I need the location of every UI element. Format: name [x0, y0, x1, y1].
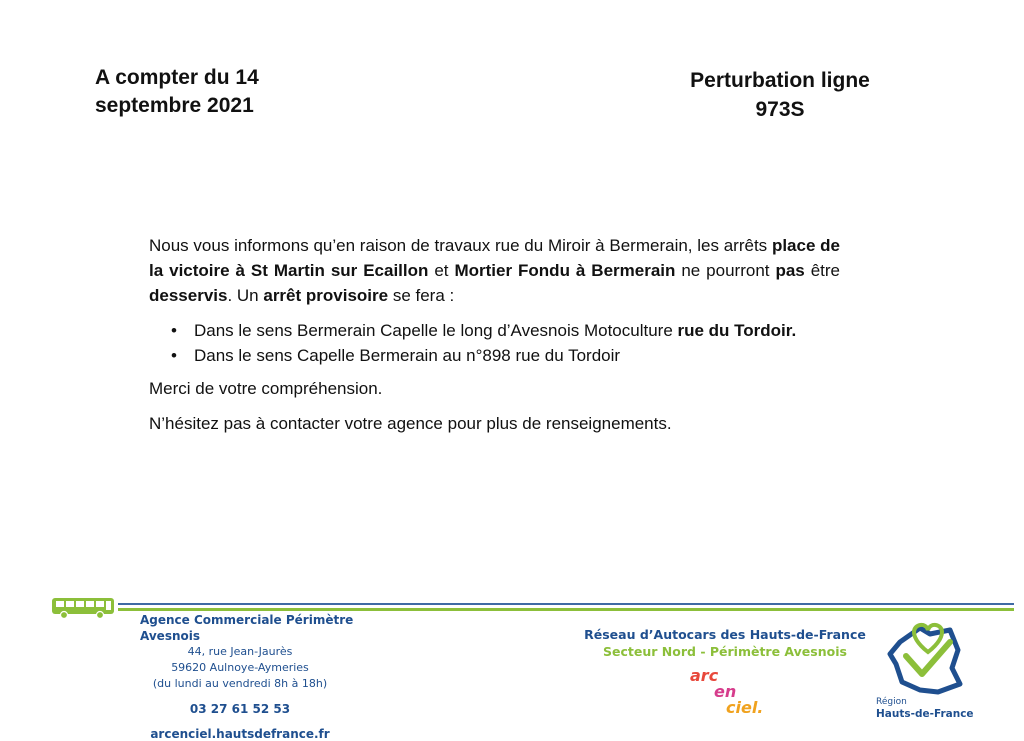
notice-title: [640, 66, 920, 124]
arc-en-ciel-logo: [690, 665, 790, 717]
emphasis: pas: [775, 261, 805, 280]
emphasis: arrêt provisoire: [263, 286, 389, 305]
effective-date-line2: septembre 2021: [95, 94, 254, 117]
text-span: et: [428, 261, 455, 280]
agency-address-line1: 44, rue Jean-Jaurès: [187, 645, 293, 658]
divider-green: [118, 608, 1014, 611]
text-span: être: [804, 261, 840, 280]
emphasis: desservis: [149, 286, 228, 305]
text-span: Dans le sens Capelle Bermerain au n°898 rue du Tordoir: [194, 346, 621, 365]
arc-logo-word-3: ciel.: [726, 698, 764, 717]
list-item: [171, 343, 840, 368]
agency-website[interactable]: arcenciel.hautsdefrance.fr: [150, 727, 330, 741]
text-span: se fera :: [388, 286, 455, 305]
arc-logo-word-1: arc: [690, 666, 719, 685]
effective-date-line1: A compter du 14: [95, 66, 259, 89]
agency-contact-block: [90, 612, 390, 741]
text-span: Dans le sens Bermerain Capelle le long d’Avesnois Motoculture: [194, 321, 678, 340]
network-info: [560, 626, 890, 660]
agency-phone: 03 27 61 52 53: [189, 702, 291, 716]
list-item: [171, 318, 840, 343]
agency-hours: (du lundi au vendredi 8h à 18h): [152, 677, 328, 690]
region-label-small: Région: [876, 697, 907, 707]
agency-address-line2: 59620 Aulnoye-Aymeries: [171, 661, 309, 674]
thanks-text: Merci de votre compréhension.: [149, 379, 383, 398]
footer-divider: [118, 603, 1014, 611]
notice-title-line2: 973S: [755, 98, 805, 121]
divider-blue: [118, 603, 1014, 605]
effective-date: [95, 64, 335, 120]
bullet-icon: •: [171, 346, 177, 365]
region-label-name: Hauts-de-France: [876, 708, 974, 720]
stop-name-2: Mortier Fondu à Bermerain: [454, 261, 676, 280]
emphasis: rue du Tordoir.: [677, 321, 797, 340]
arc-logo-word-2: en: [714, 682, 737, 701]
contact-text: N’hésitez pas à contacter votre agence pour plus de renseignements.: [149, 414, 672, 433]
bullet-icon: •: [171, 321, 177, 340]
network-subtitle: Secteur Nord - Périmètre Avesnois: [603, 644, 847, 659]
agency-title: Agence Commerciale Périmètre Avesnois: [140, 613, 354, 643]
stop-name-1: place de la victoire à St Martin sur Ecaillon: [149, 236, 840, 280]
network-title: Réseau d’Autocars des Hauts-de-France: [584, 627, 866, 642]
text-span: Nous vous informons qu’en raison de travaux rue du Miroir à Bermerain, les arrêts: [149, 236, 772, 255]
notice-title-line1: Perturbation ligne: [690, 69, 870, 92]
text-span: ne pourront: [675, 261, 776, 280]
text-span: . Un: [227, 286, 264, 305]
notice-paragraph: [149, 233, 840, 308]
notice-body: [149, 233, 840, 446]
temporary-stop-list: [149, 318, 840, 368]
